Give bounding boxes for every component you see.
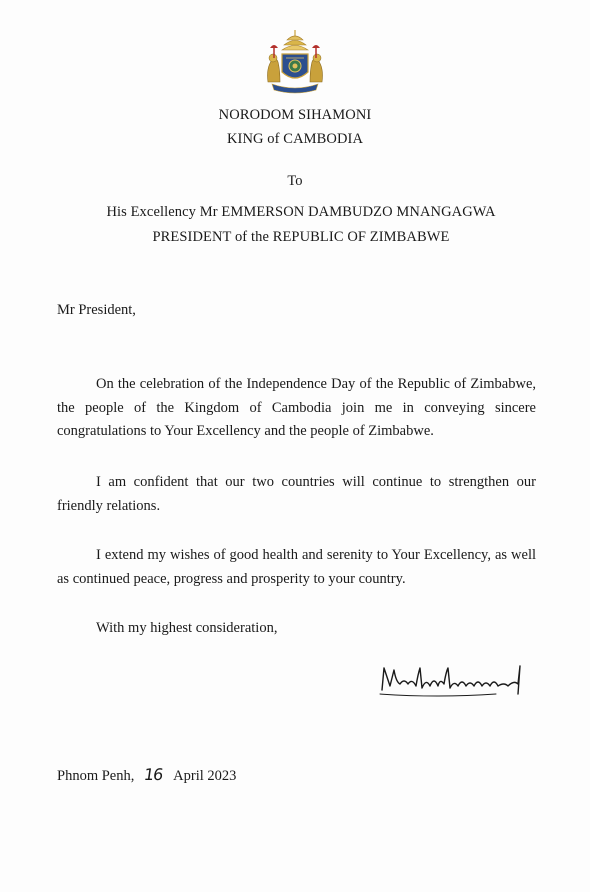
place-and-date <box>57 765 236 785</box>
right-supporter <box>310 45 323 82</box>
motto-ribbon <box>272 84 318 93</box>
month-year: April 2023 <box>173 768 237 784</box>
sender-name: NORODOM SIHAMONI <box>218 107 372 123</box>
recipient-name: His Excellency Mr EMMERSON DAMBUDZO MNANGAGWA <box>106 204 496 220</box>
to-label: To <box>287 173 303 189</box>
closing-line: With my highest consideration, <box>96 620 278 636</box>
central-shield <box>282 54 308 78</box>
handwritten-signature <box>378 660 528 700</box>
salutation: Mr President, <box>57 302 136 318</box>
royal-arms-of-cambodia-icon <box>260 28 330 96</box>
place-name: Phnom Penh, <box>57 768 135 784</box>
crown-parasol <box>282 30 308 50</box>
recipient-title: PRESIDENT of the REPUBLIC OF ZIMBABWE <box>152 229 450 245</box>
left-supporter <box>268 45 281 82</box>
sender-title: KING of CAMBODIA <box>226 131 364 147</box>
body-paragraph-3: I extend my wishes of good health and serenity to Your Excellency, as well as continued peace, progress and prosperity to your country. <box>57 547 536 587</box>
body-paragraph-2: I am confident that our two countries will continue to strengthen our friendly relations. <box>57 474 536 514</box>
body-paragraph-1: On the celebration of the Independence Day of the Republic of Zimbabwe, the people of the Kingdom of Cambodia join me in conveying sincere congratulations to Your Excellency and the people of Zimbabwe. <box>57 376 536 439</box>
handwritten-day: 16 <box>142 765 164 784</box>
